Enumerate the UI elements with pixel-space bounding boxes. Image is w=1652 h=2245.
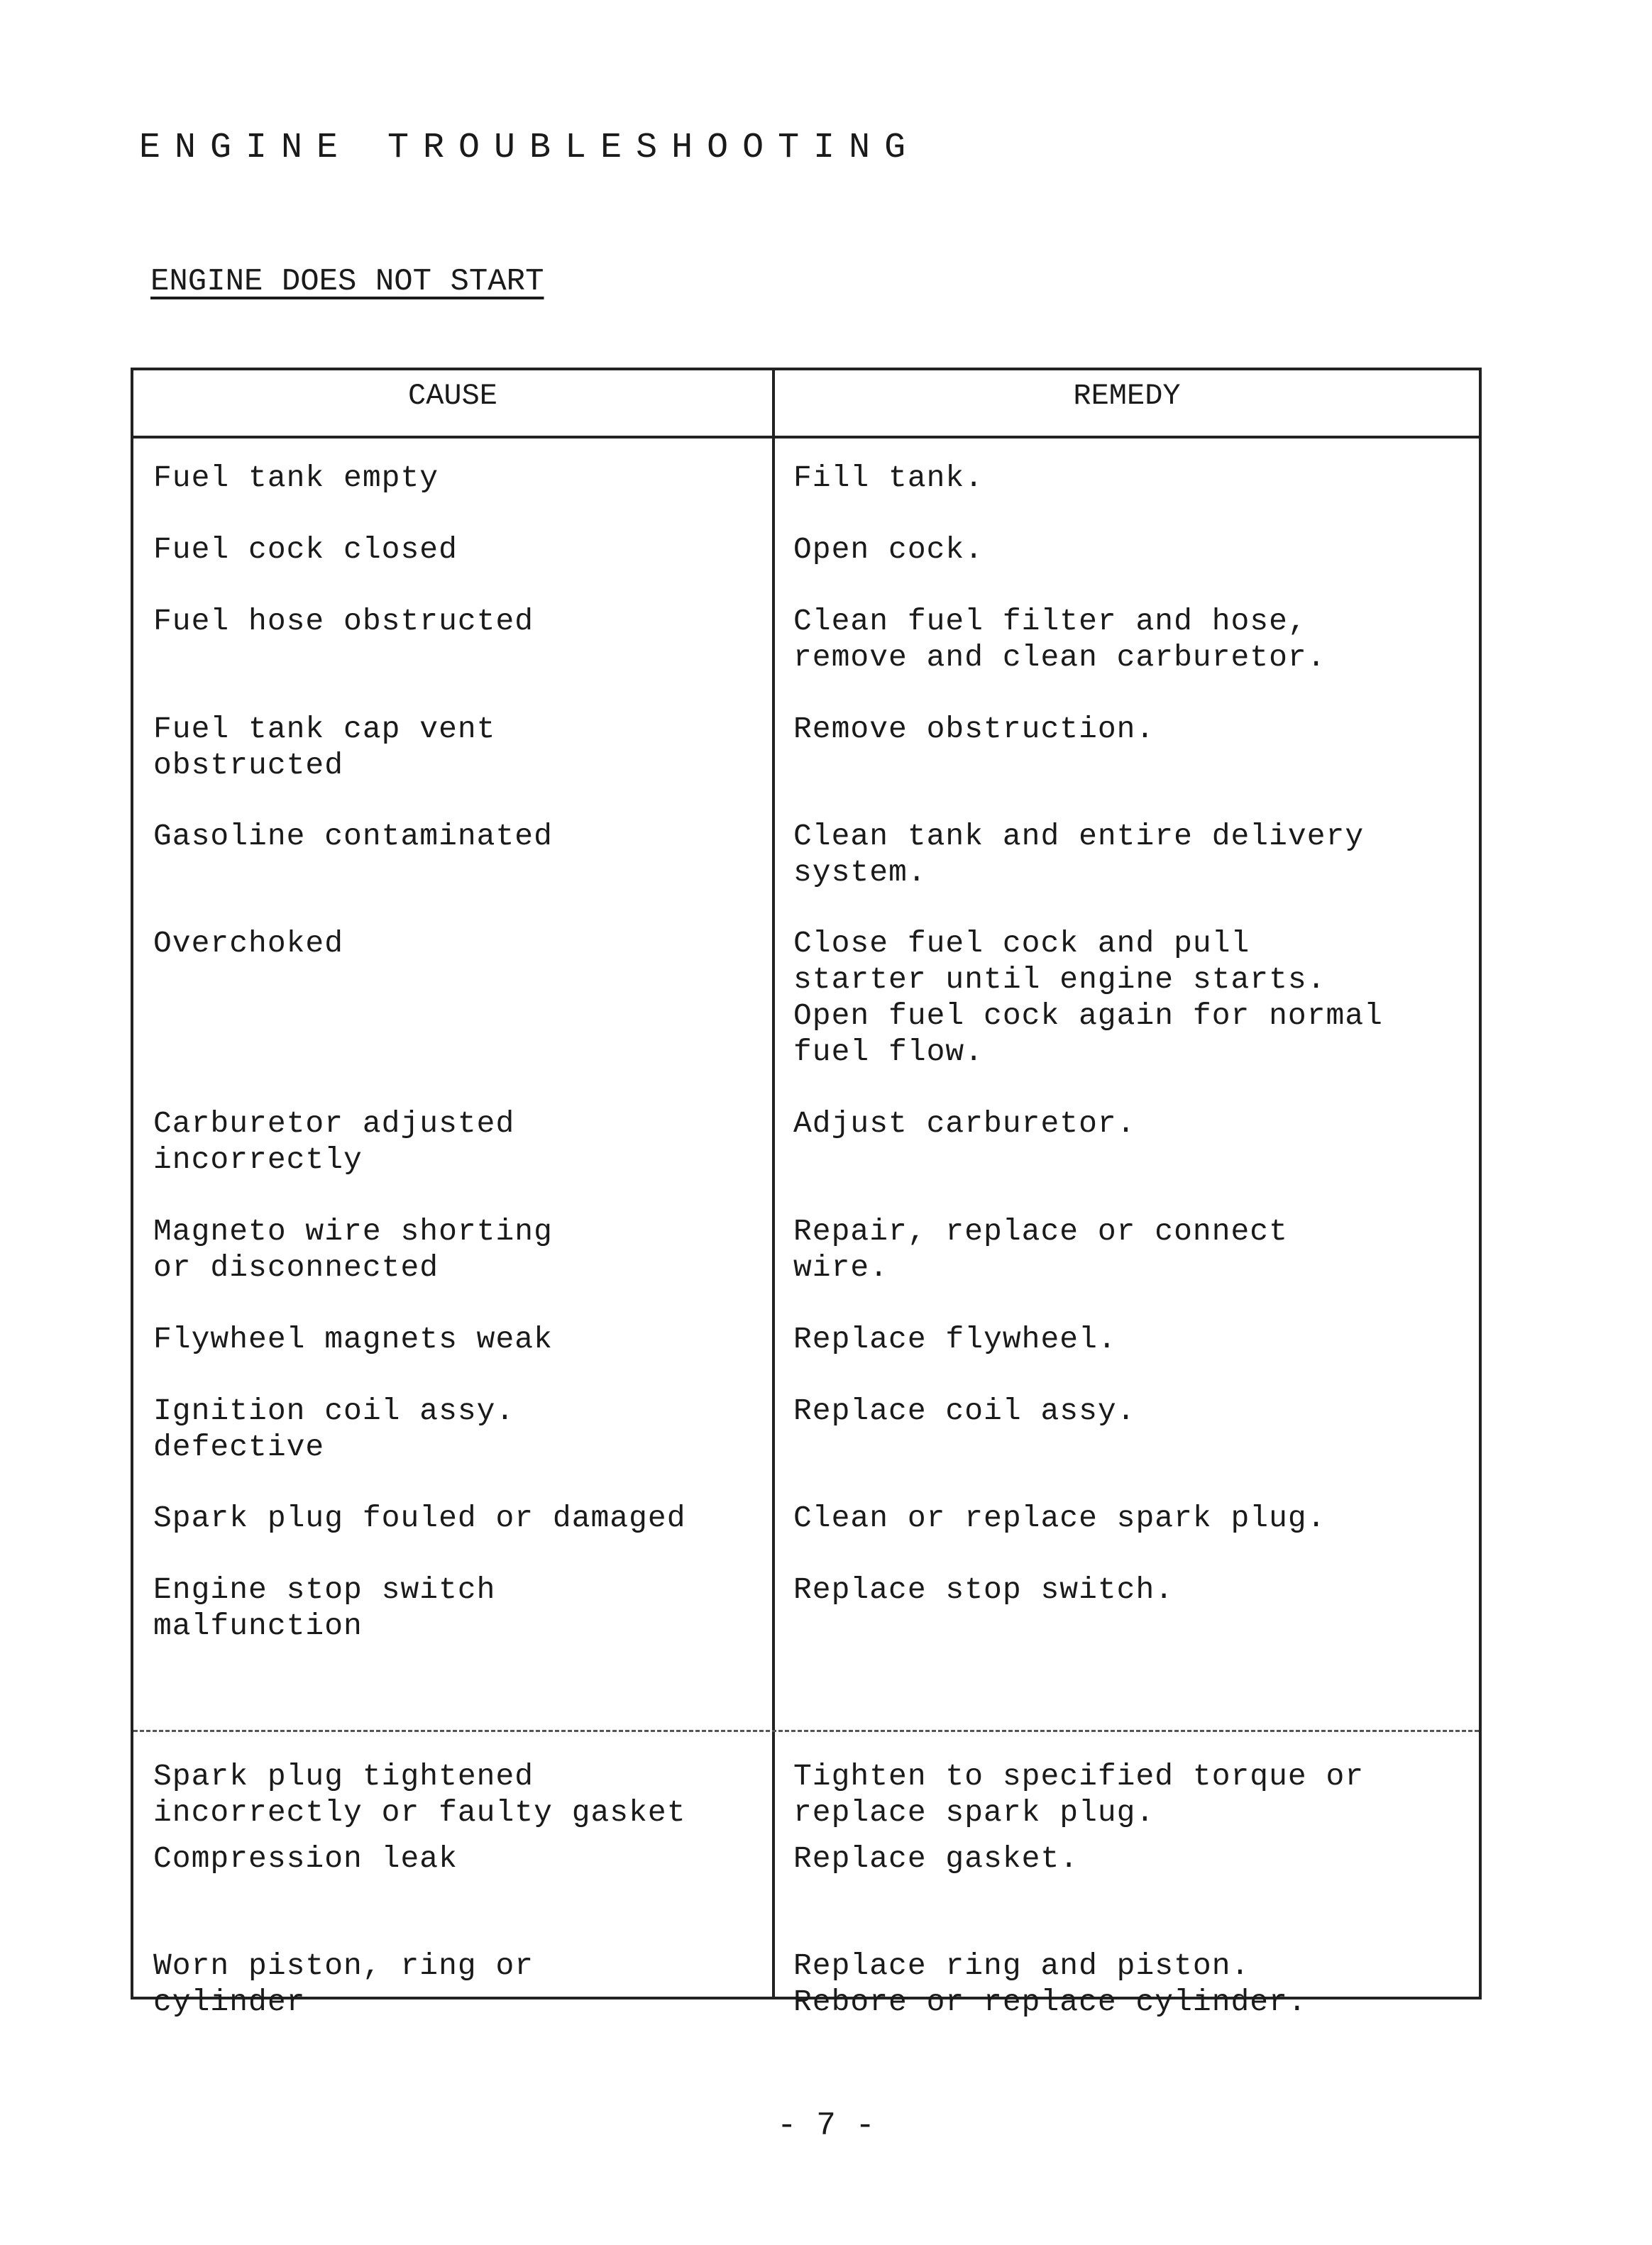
cause-cell: Compression leak xyxy=(153,1841,458,1876)
remedy-cell: Open cock. xyxy=(793,532,984,567)
remedy-cell: Clean fuel filter and hose, remove and clean carburetor. xyxy=(793,604,1326,675)
troubleshooting-table xyxy=(131,368,1482,2019)
section-title: ENGINE DOES NOT START xyxy=(150,264,544,299)
remedy-cell: Close fuel cock and pull starter until engine starts. Open fuel cock again for normal fuel flow. xyxy=(793,926,1383,1069)
remedy-cell: Tighten to specified torque or replace spark plug. xyxy=(793,1759,1365,1830)
cause-cell: Fuel hose obstructed xyxy=(153,604,534,639)
remedy-cell: Replace ring and piston. Rebore or replace cylinder. xyxy=(793,1948,1307,2019)
remedy-cell: Replace stop switch. xyxy=(793,1572,1174,1607)
cause-cell: Ignition coil assy. defective xyxy=(153,1394,515,1465)
cause-cell: Fuel tank empty xyxy=(153,460,439,495)
cause-cell: Spark plug fouled or damaged xyxy=(153,1501,686,1535)
remedy-cell: Repair, replace or connect wire. xyxy=(793,1214,1288,1285)
cause-cell: Magneto wire shorting or disconnected xyxy=(153,1214,553,1285)
header-remedy: REMEDY xyxy=(1073,379,1181,413)
page-number: - 7 - xyxy=(776,2107,876,2144)
cause-cell: Engine stop switch malfunction xyxy=(153,1572,496,1643)
page-title: ENGINE TROUBLESHOOTING xyxy=(139,128,920,168)
cause-cell: Worn piston, ring or cylinder xyxy=(153,1948,534,2019)
remedy-cell: Replace gasket. xyxy=(793,1841,1079,1876)
header-cause: CAUSE xyxy=(407,379,498,413)
remedy-cell: Replace flywheel. xyxy=(793,1322,1117,1357)
cause-cell: Overchoked xyxy=(153,926,344,961)
cause-cell: Fuel tank cap vent obstructed xyxy=(153,712,496,783)
remedy-cell: Clean tank and entire delivery system. xyxy=(793,819,1365,890)
remedy-cell: Clean or replace spark plug. xyxy=(793,1501,1326,1535)
cause-cell: Gasoline contaminated xyxy=(153,819,553,854)
remedy-cell: Fill tank. xyxy=(793,460,984,495)
cause-cell: Carburetor adjusted incorrectly xyxy=(153,1106,515,1177)
remedy-cell: Replace coil assy. xyxy=(793,1394,1136,1428)
scan-seam-line xyxy=(133,1730,1479,1732)
table-body xyxy=(133,438,1479,2019)
cause-cell: Spark plug tightened incorrectly or faulty gasket xyxy=(153,1759,686,1830)
remedy-cell: Adjust carburetor. xyxy=(793,1106,1136,1141)
remedy-cell: Remove obstruction. xyxy=(793,712,1155,746)
cause-cell: Flywheel magnets weak xyxy=(153,1322,553,1357)
cause-cell: Fuel cock closed xyxy=(153,532,458,567)
